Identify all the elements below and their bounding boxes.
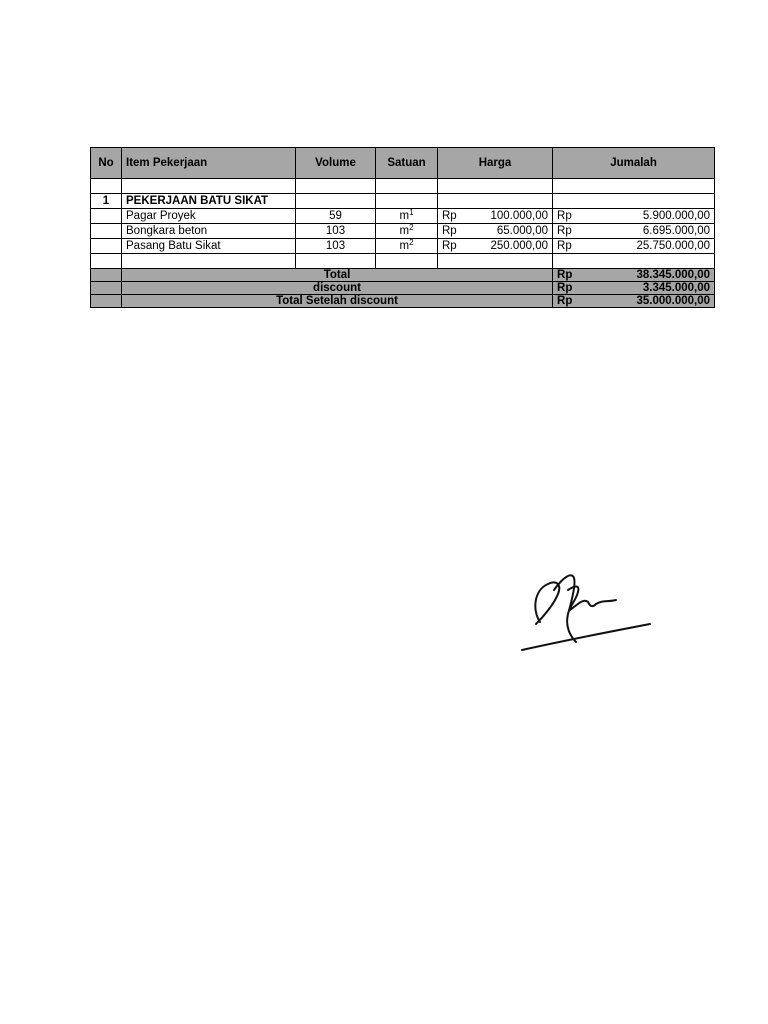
item-amount: 5.900.000,00 [587, 209, 715, 224]
item-unit: $m^2$ [376, 239, 438, 254]
total-currency: Rp [553, 269, 587, 282]
discount-label: discount [122, 282, 553, 295]
header-satuan: Satuan [376, 148, 438, 179]
header-jumlah: Jumalah [553, 148, 715, 179]
item-unit: $m^1$ [376, 209, 438, 224]
item-price: 100.000,00 [464, 209, 553, 224]
item-volume: 59 [296, 209, 376, 224]
total-after-discount-label: Total Setelah discount [122, 295, 553, 308]
item-volume: 103 [296, 224, 376, 239]
item-name: Bongkara beton [122, 224, 296, 239]
total-row [91, 269, 715, 282]
table-row [91, 239, 715, 254]
table-row [91, 209, 715, 224]
table-row [91, 224, 715, 239]
item-unit: $m^2$ [376, 224, 438, 239]
item-price-currency: Rp [438, 239, 464, 254]
total-after-discount-row [91, 295, 715, 308]
item-amount-currency: Rp [553, 224, 587, 239]
header-row [91, 148, 715, 179]
blank-row [91, 254, 715, 269]
item-amount-currency: Rp [553, 239, 587, 254]
total-after-discount-value: 35.000.000,00 [587, 295, 715, 308]
header-harga: Harga [438, 148, 553, 179]
item-price-currency: Rp [438, 224, 464, 239]
discount-currency: Rp [553, 282, 587, 295]
total-after-discount-currency: Rp [553, 295, 587, 308]
total-value: 38.345.000,00 [587, 269, 715, 282]
item-amount: 25.750.000,00 [587, 239, 715, 254]
blank-row [91, 179, 715, 194]
item-price-currency: Rp [438, 209, 464, 224]
header-item: Item Pekerjaan [122, 148, 296, 179]
section-number: 1 [91, 194, 122, 209]
item-name: Pagar Proyek [122, 209, 296, 224]
item-price: 250.000,00 [464, 239, 553, 254]
header-volume: Volume [296, 148, 376, 179]
item-amount: 6.695.000,00 [587, 224, 715, 239]
total-label: Total [122, 269, 553, 282]
item-price: 65.000,00 [464, 224, 553, 239]
discount-value: 3.345.000,00 [587, 282, 715, 295]
section-row [91, 194, 715, 209]
discount-row [91, 282, 715, 295]
item-amount-currency: Rp [553, 209, 587, 224]
signature-image [518, 570, 654, 654]
cost-estimate-table [90, 147, 715, 308]
item-name: Pasang Batu Sikat [122, 239, 296, 254]
section-title: PEKERJAAN BATU SIKAT [122, 194, 296, 209]
item-volume: 103 [296, 239, 376, 254]
header-no: No [91, 148, 122, 179]
